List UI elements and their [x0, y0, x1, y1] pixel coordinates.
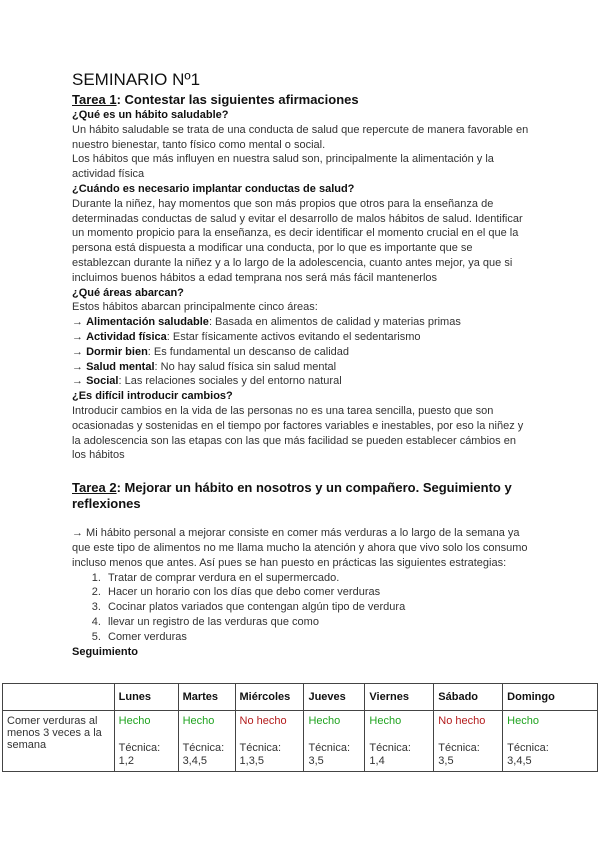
arrow-icon: →: [72, 360, 83, 373]
table-header-row: [3, 684, 598, 711]
area-name: Dormir bien: [86, 345, 148, 358]
status-text: No hecho: [438, 715, 486, 727]
area-desc: : Es fundamental un descanso de calidad: [147, 345, 349, 358]
area-desc: : No hay salud física sin salud mental: [154, 360, 337, 373]
tecnica-value: 3,5: [438, 755, 454, 767]
status-text: Hecho: [118, 715, 151, 727]
area-item: [72, 315, 532, 330]
area-item: [72, 330, 532, 345]
table-header-cell: [3, 684, 115, 711]
question-4: ¿Es difícil introducir cambios?: [72, 390, 233, 403]
document-title: SEMINARIO Nº1: [72, 70, 201, 89]
status-text: Hecho: [369, 715, 402, 727]
answer-4: Introducir cambios en la vida de las personas no es una tarea sencilla, puesto que son ocasionadas y sostenidas en el tiempo por factores variables e inestables, por eso la niñez y la adolescencia son las etapas con las que más facilidad se pueden establecer cámbios en los hábitos: [72, 404, 524, 462]
day-cell: [434, 711, 503, 772]
strategy-item: 5. Comer verduras: [104, 630, 532, 645]
strategy-item: 3. Cocinar platos variados que contengan algún tipo de verdura: [104, 600, 532, 615]
arrow-icon: →: [72, 345, 83, 358]
arrow-icon: →: [72, 375, 83, 388]
area-desc: : Basada en alimentos de calidad y materias primas: [208, 316, 461, 329]
tecnica-value: 1,2: [118, 755, 134, 767]
tecnica-value: 3,4,5: [182, 755, 208, 767]
area-name: Social: [86, 375, 119, 388]
task1-heading-text: : Contestar las siguientes afirmaciones: [116, 92, 359, 107]
task1-label: Tarea 1: [72, 92, 117, 107]
tecnica-label: Técnica:: [118, 742, 161, 754]
tecnica-label: Técnica:: [369, 742, 411, 754]
status-text: Hecho: [507, 715, 539, 727]
seguimiento-heading: Seguimiento: [72, 645, 139, 658]
strategy-item: 2. Hacer un horario con los días que debo comer verduras: [104, 585, 532, 600]
table-header-cell: Martes: [178, 684, 235, 711]
area-desc: : Estar físicamente activos evitando el sedentarismo: [166, 330, 421, 343]
task1-heading: [72, 92, 532, 108]
answer-3-intro: Estos hábitos abarcan principalmente cinco áreas:: [72, 301, 318, 314]
table-row: [3, 711, 598, 772]
strategies-list: [72, 571, 532, 645]
tecnica-label: Técnica:: [308, 742, 351, 754]
tecnica-label: Técnica:: [182, 742, 225, 754]
question-2: ¿Cuándo es necesario implantar conductas de salud?: [72, 182, 355, 195]
tecnica-label: Técnica:: [507, 742, 549, 754]
tecnica-value: 1,4: [369, 755, 385, 767]
tecnica-value: 3,4,5: [507, 755, 532, 767]
answer-1-paragraph-2: Los hábitos que más influyen en nuestra salud son, principalmente la alimentación y la actividad física: [72, 153, 494, 181]
tecnica-label: Técnica:: [438, 742, 480, 754]
area-desc: : Las relaciones sociales y del entorno natural: [118, 375, 342, 388]
area-item: [72, 374, 532, 389]
table-header-cell: Sábado: [434, 684, 503, 711]
status-text: No hecho: [239, 715, 287, 727]
day-cell: [178, 711, 235, 772]
arrow-icon: →: [72, 330, 83, 343]
document-page: [72, 70, 532, 659]
table-header-cell: Lunes: [114, 684, 178, 711]
day-cell: [304, 711, 365, 772]
area-item: [72, 360, 532, 375]
status-text: Hecho: [308, 715, 341, 727]
table-header-cell: Domingo: [503, 684, 598, 711]
answer-2: Durante la niñez, hay momentos que son más propios que otros para la enseñanza de determinadas conductas de salud y evitar el desarrollo de malos hábitos de salud. Identificar un momento propicio para la enseñanza, es decir identificar el momento crucial en el que la persona está dispuesta a modificar una conducta, por lo que es importante que se establezcan durante la niñez y a lo largo de la adolescencia, cuanto antes mejor, ya que si incluimos buenos hábitos a edad temprana nos será más fácil mantenerlos: [72, 197, 523, 284]
row-label-cell: Comer verduras al menos 3 veces a la semana: [3, 711, 115, 772]
day-cell: [503, 711, 598, 772]
question-1: ¿Qué es un hábito saludable?: [72, 109, 229, 121]
question-3: ¿Qué áreas abarcan?: [72, 286, 184, 299]
day-cell: [114, 711, 178, 772]
area-item: [72, 345, 532, 360]
table-header-cell: Miércoles: [235, 684, 304, 711]
area-name: Actividad física: [86, 330, 167, 343]
day-cell: [235, 711, 304, 772]
table-header-cell: Jueves: [304, 684, 365, 711]
tracking-table: [2, 683, 598, 772]
task2-heading-text: : Mejorar un hábito en nosotros y un compañero. Seguimiento y reflexiones: [72, 480, 512, 512]
strategy-item: 4. llevar un registro de las verduras que como: [104, 615, 532, 630]
answer-1-paragraph-1: Un hábito saludable se trata de una conducta de salud que repercute de manera favorable en nuestro bienestar, tanto físico como mental o social.: [72, 123, 529, 151]
area-name: Salud mental: [86, 360, 155, 373]
task2-heading: [72, 480, 532, 512]
task2-label: Tarea 2: [72, 480, 117, 496]
tecnica-label: Técnica:: [239, 742, 282, 754]
tecnica-value: 1,3,5: [239, 755, 264, 767]
tecnica-value: 3,5: [308, 755, 324, 767]
area-name: Alimentación saludable: [86, 316, 209, 329]
status-text: Hecho: [182, 715, 215, 727]
areas-list: [72, 315, 532, 389]
task2-intro: → Mi hábito personal a mejorar consiste en comer más verduras a lo largo de la semana ya que este tipo de alimentos no me llama mucho la atención y ahora que vivo solo los consumo incluso menos que antes. Así pues se han puesto en prácticas las siguientes estrategias:: [72, 527, 528, 569]
strategy-item: 1. Tratar de comprar verdura en el supermercado.: [104, 571, 532, 586]
table-header-cell: Viernes: [365, 684, 434, 711]
day-cell: [365, 711, 434, 772]
arrow-icon: →: [72, 316, 83, 329]
